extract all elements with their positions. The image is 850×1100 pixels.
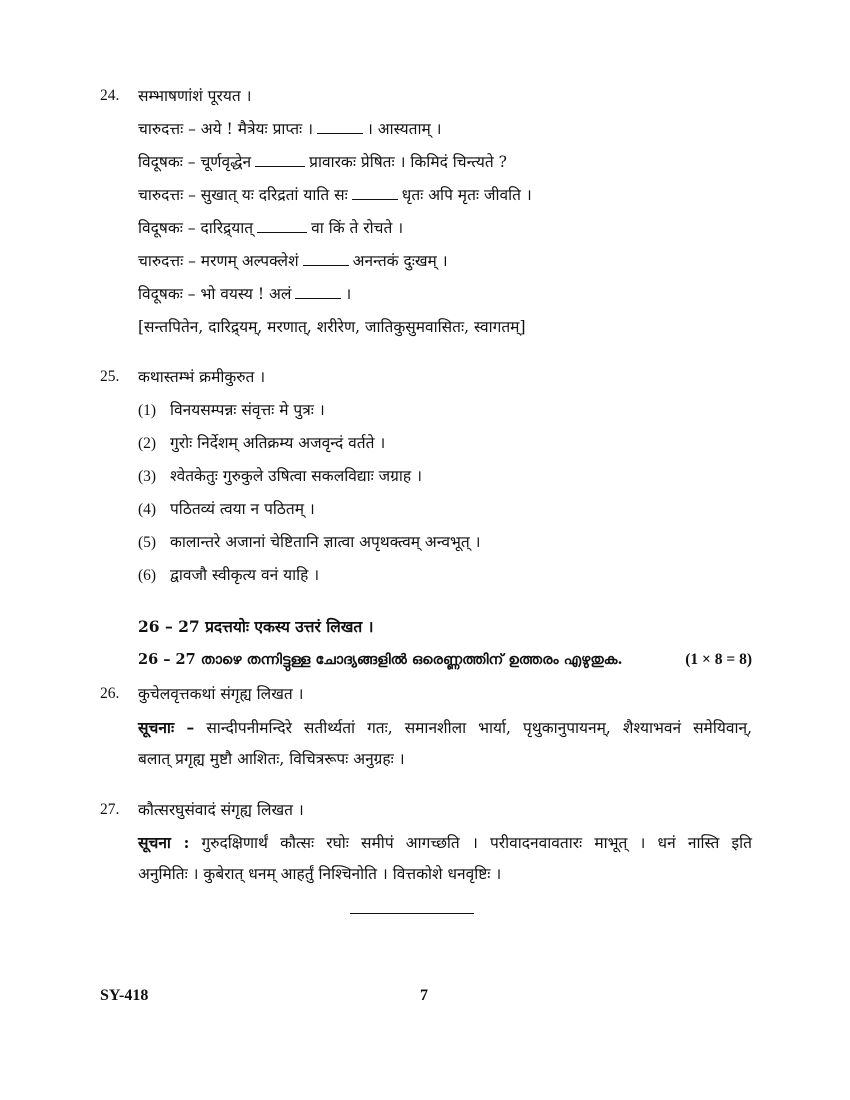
answer-blank [303,251,349,266]
q25-item-4 [138,499,315,520]
q25-title: कथास्तम्भं क्रमीकुरुत । [138,368,266,386]
q25-item-2-number: (2) [138,435,157,452]
q24-line-2-part-b: प्रावारकः प्रेषितः । किमिदं चिन्त्यते ? [309,153,507,171]
q25-item-5-number: (5) [138,534,157,551]
q25-item-5-text: कालान्तरे अजानां चेष्टितानि ज्ञात्वा अपृथक्त्वम् अन्वभूत् । [170,533,481,551]
q24-dialogue-line-3 [138,185,532,205]
q24-line-6-part-a: विदूषकः – भो वयस्य ! अलं [138,285,292,303]
q26-hint-label: सूचनाः – [138,718,195,737]
q24-line-3-part-a: चारुदत्तः – सुखात् यः दरिद्रतां याति सः [138,186,348,204]
q25-item-1 [138,400,325,421]
section-marks: (1 × 8 = 8) [685,651,752,668]
q24-line-2-part-a: विदूषकः – चूर्णवृद्धेन [138,153,252,171]
q26-title: कुचेलवृत्तकथां संगृह्य लिखत । [138,685,304,703]
answer-blank [295,284,341,299]
answer-blank [352,185,398,200]
q24-dialogue-line-2 [138,152,507,172]
q27-title: कौत्सरघुसंवादं संगृह्य लिखत । [138,801,304,819]
answer-blank [317,119,363,134]
q27-hint-label: सूचना : [138,833,190,852]
q24-title: सम्भाषणांशं पूरयत । [138,87,252,105]
q25-item-2 [138,433,385,454]
q25-item-6 [138,565,319,586]
answer-blank [257,218,307,233]
q24-dialogue-line-4 [138,218,403,238]
q25-item-1-number: (1) [138,402,157,419]
q24-line-5-part-b: अनन्तकं दुःखम् । [352,252,448,270]
footer-paper-code: SY-418 [100,987,149,1004]
q25-item-6-number: (6) [138,567,157,584]
q26-hint-line-1 [138,718,752,738]
q24-dialogue-line-1 [138,119,442,139]
q24-line-4-part-a: विदूषकः – दारिद्र्यात् [138,219,254,237]
q26-hint-line-2: बलात् प्रगृह्य मुष्टौ आशितः, विचित्ररूपः अनुग्रहः । [138,750,405,768]
q25-item-3 [138,466,422,487]
q25-item-3-number: (3) [138,468,157,485]
q24-line-1-part-a: चारुदत्तः – अये ! मैत्रेयः प्राप्तः । [138,120,313,138]
q25-item-6-text: द्वावजौ स्वीकृत्य वनं याहि । [170,566,320,584]
end-divider [350,913,474,914]
answer-blank [255,152,305,167]
q25-number: 25. [100,368,120,385]
q24-line-4-part-b: वा किं ते रोचते । [311,219,404,237]
q24-number: 24. [100,87,120,104]
q27-number: 27. [100,801,120,818]
q24-line-5-part-a: चारुदत्तः – मरणम् अल्पक्लेशं [138,252,299,270]
q24-line-6-part-b: । [345,285,352,303]
q24-dialogue-line-5 [138,251,448,271]
footer-page-number: 7 [420,987,428,1004]
q25-item-3-text: श्वेतकेतुः गुरुकुले उषित्वा सकलविद्याः जग्राह । [170,467,422,485]
q26-number: 26. [100,685,120,702]
q27-hint-text-1: गुरुदक्षिणार्थं कौत्सः रघोः समीपं आगच्छति । परीवादनवावतारः माभूत् । धनं नास्ति इति [201,834,752,852]
q25-item-4-number: (4) [138,501,157,518]
q27-hint-line-2: अनुमितिः । कुबेरात् धनम् आहर्तुं निश्चिनोति । वित्तकोशे धनवृष्टिः । [138,865,502,883]
q25-item-1-text: विनयसम्पन्नः संवृत्तः मे पुत्रः । [170,401,325,419]
q24-dialogue-line-6 [138,284,351,304]
q24-line-3-part-b: धृतः अपि मृतः जीवति । [401,186,532,204]
q25-item-2-text: गुरोः निर्देशम् अतिक्रम्य अजवृन्दं वर्तते । [170,434,386,452]
q25-item-5 [138,532,481,553]
section-instruction-sanskrit: 26 – 27 प्रदत्तयोः एकस्य उत्तरं लिखत । [138,617,374,636]
q27-hint-line-1 [138,833,752,853]
q24-line-1-part-b: । आस्यताम् । [366,120,442,138]
q26-hint-text-1: सान्दीपनीमन्दिरे सतीर्थ्यतां गतः, समानशीला भार्या, पृथुकानुपायनम्, शैश्याभवनं समेयिवान्, [206,719,752,737]
q24-word-options: [सन्तपितेन, दारिद्र्यम्, मरणात्, शरीरेण, जातिकुसुमवासितः, स्वागतम्] [138,318,526,336]
section-instruction-malayalam: 26 – 27 താഴെ തന്നിട്ടുള്ള ചോദ്യങ്ങളിൽ ഒരെണ്ണത്തിന് ഉത്തരം എഴുതുക. [138,651,623,668]
q25-item-4-text: पठितव्यं त्वया न पठितम् । [170,500,315,518]
